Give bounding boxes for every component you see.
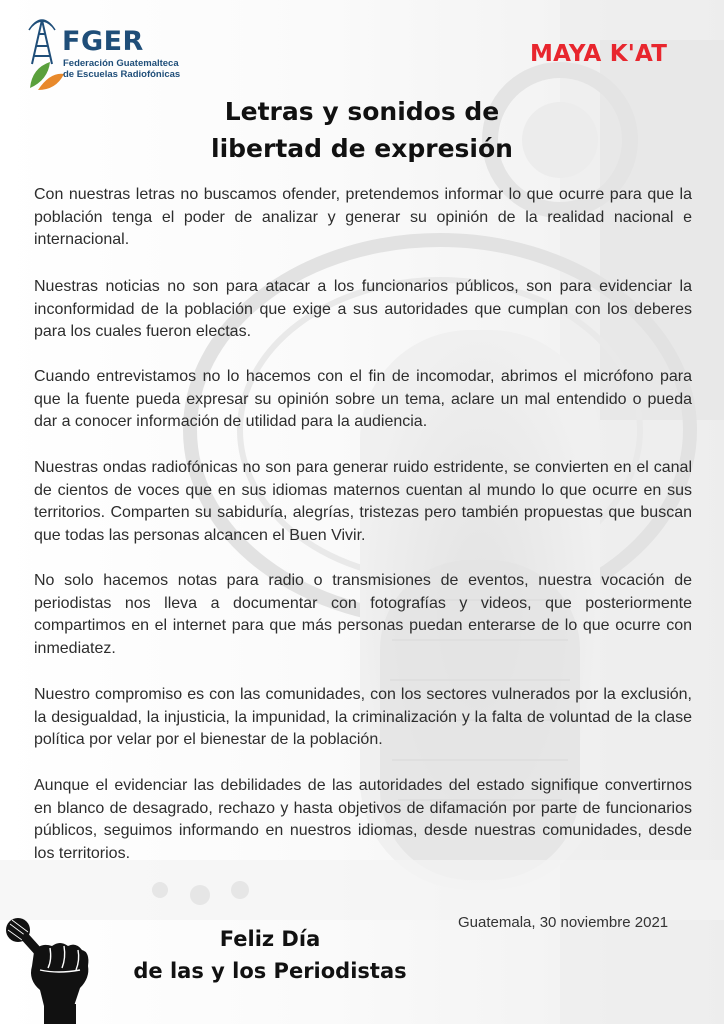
paragraph-5: No solo hacemos notas para radio o transmisiones de eventos, nuestra vocación de periodistas nos lleva a documentar con fotografías y videos, que posteriormente compartimos en el internet para que más personas puedan enterarse de lo que ocurre con inmediatez. bbox=[34, 572, 692, 657]
fger-name: FGER bbox=[62, 26, 144, 57]
fger-subtitle-line1: Federación Guatemalteca bbox=[63, 58, 179, 69]
paragraph-6: Nuestro compromiso es con las comunidades, con los sectores vulnerados por la exclusión, la desigualdad, la injusticia, la impunidad, la criminalización y la falta de voluntad de la clase política por velar por el bienestar de la población. bbox=[34, 686, 692, 748]
radio-tower-icon bbox=[29, 20, 55, 64]
leaf-icon bbox=[30, 62, 64, 90]
fger-subtitle-line2: de Escuelas Radiofónicas bbox=[63, 69, 181, 80]
closing-line1: Feliz Día bbox=[219, 927, 321, 951]
paragraph-3: Cuando entrevistamos no lo hacemos con el fin de incomodar, abrimos el micrófono para que la fuente pueda expresar su opinión sobre un tema, aclare un mal entendido o pueda dar a conocer información de utilidad para la audiencia. bbox=[34, 368, 692, 430]
page-title-line1: Letras y sonidos de bbox=[224, 97, 500, 126]
paragraph-4: Nuestras ondas radiofónicas no son para generar ruido estridente, se convierten en el canal de cientos de voces que en sus idiomas maternos cuentan al mundo lo que ocurre en sus territorios. Comparten su sabiduría, alegrías, tristezas pero también propuestas que buscan que todas las personas alcancen el Buen Vivir. bbox=[34, 459, 692, 544]
paragraph-1: Con nuestras letras no buscamos ofender, pretendemos informar lo que ocurre para que la población tenga el poder de analizar y generar su opinión de la realidad nacional e internacional. bbox=[34, 186, 692, 248]
closing-line2: de las y los Periodistas bbox=[133, 959, 407, 983]
fger-subtitle bbox=[63, 58, 180, 80]
paragraph-7: Aunque el evidenciar las debilidades de las autoridades del estado signifique convertirnos en blanco de desagrado, rechazo y hasta objetivos de difamación por parte de funcionarios públicos, seguimos informando en nuestros idiomas, desde nuestras comunidades, desde los territorios. bbox=[34, 777, 692, 862]
paragraph-2: Nuestras noticias no son para atacar a los funcionarios públicos, son para evidenciar la inconformidad de la población que exige a sus autoridades que cumplan con los deberes para los cuales fueron electas. bbox=[34, 278, 692, 340]
date-line: Guatemala, 30 noviembre 2021 bbox=[458, 914, 669, 931]
maya-kat-logo: MAYA K'AT bbox=[530, 41, 668, 67]
page-title-line2: libertad de expresión bbox=[211, 134, 513, 163]
fist-microphone-icon bbox=[0, 908, 100, 1024]
